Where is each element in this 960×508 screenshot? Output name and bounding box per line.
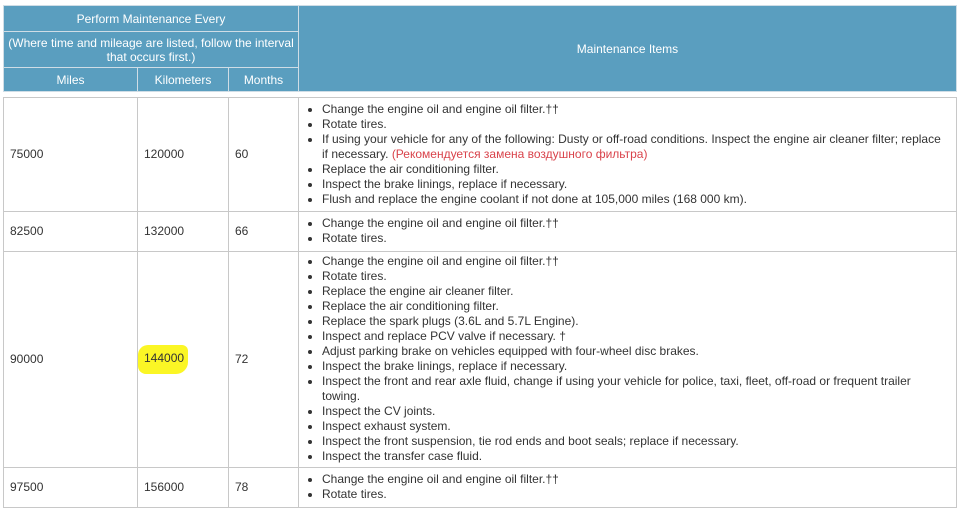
interval-note-header: (Where time and mileage are listed, follow the interval that occurs first.) [4,32,299,68]
table-row [4,212,957,252]
miles-cell: 82500 [4,212,138,252]
perform-every-header: Perform Maintenance Every [4,6,299,32]
list-item [322,132,950,162]
maintenance-items-cell [299,252,957,468]
kilometers-header: Kilometers [138,68,229,92]
highlighted-kilometers: 144000 [138,345,188,374]
list-item: • Change the engine oil and engine oil filter.†† [322,216,950,231]
list-item: • Inspect the brake linings, replace if necessary. [322,359,950,374]
table-row [4,98,957,212]
list-item: • Inspect the front suspension, tie rod ends and boot seals; replace if necessary. [322,434,950,449]
maintenance-items-cell [299,98,957,212]
table-row [4,468,957,508]
list-item: • Rotate tires. [322,269,950,284]
list-item: • Inspect and replace PCV valve if necessary. † [322,329,950,344]
months-cell: 72 [229,252,299,468]
list-item: • Change the engine oil and engine oil filter.†† [322,254,950,269]
maintenance-items-cell [299,468,957,508]
list-item: • Inspect exhaust system. [322,419,950,434]
months-cell: 66 [229,212,299,252]
list-item-text: If using your vehicle for any of the following: Dusty or off-road conditions. Inspect the engine air cleaner filter; replace if necessary. [322,131,941,161]
maintenance-items-list [305,472,950,502]
months-cell: 78 [229,468,299,508]
maintenance-items-list [305,254,950,464]
list-item: • Inspect the front and rear axle fluid, change if using your vehicle for police, taxi, fleet, off-road or frequent trailer towing. [322,374,950,404]
list-item: • Replace the air conditioning filter. [322,162,950,177]
miles-header: Miles [4,68,138,92]
kilometers-cell: 120000 [138,98,229,212]
maintenance-schedule-table [3,5,957,508]
maintenance-items-list [305,216,950,246]
list-item: • Flush and replace the engine coolant if not done at 105,000 miles (168 000 km). [322,192,950,207]
kilometers-cell [138,252,229,468]
list-item: • Replace the air conditioning filter. [322,299,950,314]
list-item: • Change the engine oil and engine oil filter.†† [322,102,950,117]
table-row [4,252,957,468]
list-item: • Rotate tires. [322,487,950,502]
months-header: Months [229,68,299,92]
kilometers-cell: 156000 [138,468,229,508]
list-item: • Rotate tires. [322,231,950,246]
miles-cell: 97500 [4,468,138,508]
list-item: • Inspect the CV joints. [322,404,950,419]
list-item: • Rotate tires. [322,117,950,132]
list-item: • Inspect the brake linings, replace if necessary. [322,177,950,192]
miles-cell: 75000 [4,98,138,212]
list-item: • Inspect the transfer case fluid. [322,449,950,464]
russian-note: (Рекомендуется замена воздушного фильтра) [391,146,648,161]
kilometers-cell: 132000 [138,212,229,252]
list-item: • Change the engine oil and engine oil filter.†† [322,472,950,487]
list-item: • Replace the engine air cleaner filter. [322,284,950,299]
maintenance-items-list [305,102,950,207]
list-item: • Replace the spark plugs (3.6L and 5.7L Engine). [322,314,950,329]
maintenance-items-cell [299,212,957,252]
list-item: • Adjust parking brake on vehicles equipped with four-wheel disc brakes. [322,344,950,359]
months-cell: 60 [229,98,299,212]
maintenance-items-header: Maintenance Items [299,6,957,92]
miles-cell: 90000 [4,252,138,468]
